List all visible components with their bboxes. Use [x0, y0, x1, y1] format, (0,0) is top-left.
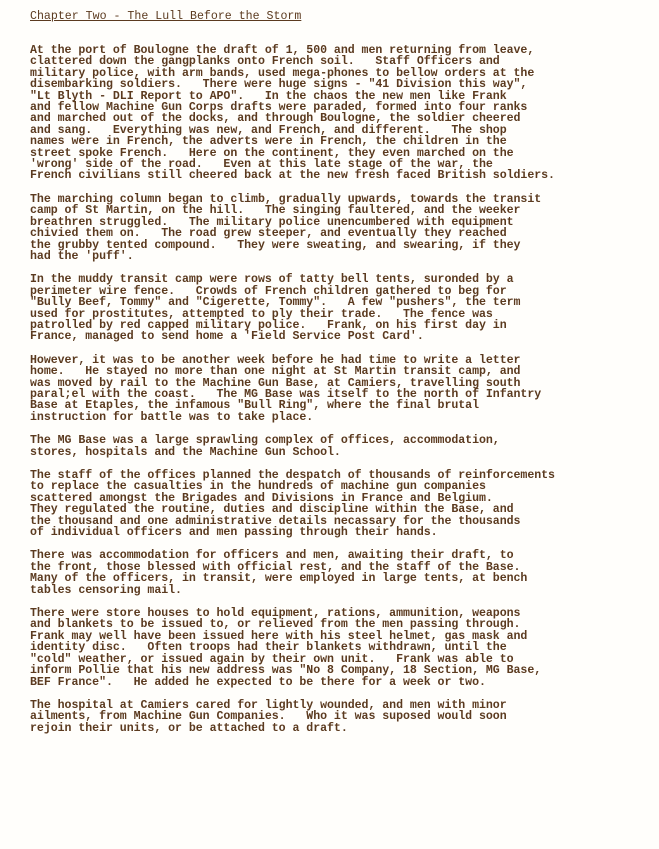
paragraph: [30, 274, 650, 342]
text-line: and sang. Everything was new, and French, and different. The shop: [30, 123, 507, 137]
paragraph: [30, 355, 650, 423]
paragraph: [30, 700, 650, 734]
text-line: "Lt Blyth - DLI Report to APO". In the chaos the new men like Frank: [30, 89, 507, 103]
text-line: and marched out of the docks, and through Boulogne, the soldier cheered: [30, 112, 521, 126]
text-line: In the muddy transit camp were rows of tatty bell tents, suronded by a: [30, 273, 514, 287]
text-line: perimeter wire fence. Crowds of French children gathered to beg for: [30, 284, 507, 298]
text-line: At the port of Boulogne the draft of 1, 500 and men returning from leave,: [30, 44, 535, 57]
text-line: Many of the officers, in transit, were employed in large tents, at bench: [30, 572, 528, 586]
text-line: disembarking soldiers. There were huge signs - "41 Division this way",: [30, 78, 528, 92]
text-line: The hospital at Camiers cared for lightly wounded, and men with minor: [30, 698, 507, 712]
text-line: The staff of the offices planned the despatch of thousands of reinforcements: [30, 469, 555, 482]
text-line: tables censoring mail.: [30, 583, 182, 597]
text-line: used for prostitutes, attempted to ply their trade. The fence was: [30, 307, 493, 321]
text-line: of individual officers and men passing through their hands.: [30, 526, 438, 540]
text-line: However, it was to be another week before he had time to write a letter: [30, 353, 521, 367]
text-line: to replace the casualties in the hundreds of machine gun companies: [30, 480, 486, 494]
text-line: patrolled by red capped military police. Frank, on his first day in: [30, 318, 507, 332]
text-line: instruction for battle was to take place.: [30, 410, 314, 424]
text-line: inform Pollie that his new address was "No 8 Company, 18 Section, MG Base,: [30, 664, 542, 678]
paragraph: [30, 470, 650, 538]
text-line: Frank may well have been issued here with his steel helmet, gas mask and: [30, 629, 528, 643]
text-line: had the 'puff'.: [30, 249, 134, 263]
text-line: military police, with arm bands, used mega-phones to bellow orders at the: [30, 66, 535, 80]
text-line: chivied them on. The road grew steeper, and eventually they reached: [30, 227, 507, 241]
text-line: The marching column began to climb, gradually upwards, towards the transit: [30, 192, 542, 206]
text-line: "cold" weather, or issued again by their own unit. Frank was able to: [30, 652, 514, 666]
text-line: paral;el with the coast. The MG Base was itself to the north of Infantry: [30, 387, 542, 401]
text-line: They regulated the routine, duties and discipline within the Base, and: [30, 503, 514, 517]
paragraph: [30, 608, 650, 688]
text-line: 'wrong' side of the road. Even at this late stage of the war, the: [30, 158, 493, 172]
text-line: clattered down the gangplanks onto French soil. Staff Officers and: [30, 55, 500, 69]
text-line: scattered amongst the Brigades and Divisions in France and Belgium.: [30, 491, 493, 505]
chapter-title: Chapter Two - The Lull Before the Storm: [30, 10, 302, 23]
text-line: There was accommodation for officers and men, awaiting their draft, to: [30, 549, 514, 563]
paragraph: [30, 45, 650, 182]
text-line: "Bully Beef, Tommy" and "Cigerette, Tommy". A few "pushers", the term: [30, 296, 521, 310]
text-line: The MG Base was a large sprawling complex of offices, accommodation,: [30, 434, 500, 448]
document-body: [30, 45, 650, 746]
text-line: France, managed to send home a 'Field Service Post Card'.: [30, 330, 424, 344]
text-line: was moved by rail to the Machine Gun Base, at Camiers, travelling south: [30, 376, 521, 390]
text-line: identity disc. Often troops had their blankets withdrawn, until the: [30, 641, 507, 655]
paragraph: [30, 550, 650, 596]
text-line: home. He stayed no more than one night at St Martin transit camp, and: [30, 365, 521, 379]
text-line: the thousand and one administrative details necassary for the thousands: [30, 514, 521, 528]
text-line: and fellow Machine Gun Corps drafts were paraded, formed into four ranks: [30, 101, 528, 115]
text-line: ailments, from Machine Gun Companies. Who it was suposed would soon: [30, 710, 507, 724]
text-line: street spoke French. Here on the continent, they even marched on the: [30, 146, 514, 160]
text-line: BEF France". He added he expected to be there for a week or two.: [30, 675, 486, 689]
text-line: stores, hospitals and the Machine Gun School.: [30, 445, 341, 459]
text-line: names were in French, the adverts were in French, the children in the: [30, 135, 507, 149]
text-line: and blankets to be issued to, or relieved from the men passing through.: [30, 618, 521, 632]
text-line: breathren struggled. The military police unencumbered with equipment: [30, 215, 514, 229]
text-line: the front, those blessed with official rest, and the staff of the Base.: [30, 560, 521, 574]
text-line: the grubby tented compound. They were sweating, and swearing, if they: [30, 238, 521, 252]
text-line: Base at Etaples, the infamous "Bull Ring", where the final brutal: [30, 399, 479, 413]
paragraph: [30, 194, 650, 262]
paragraph: [30, 435, 650, 458]
text-line: rejoin their units, or be attached to a draft.: [30, 721, 348, 735]
text-line: camp of St Martin, on the hill. The singing faultered, and the weeker: [30, 204, 521, 218]
text-line: French civilians still cheered back at the new fresh faced British soldiers.: [30, 169, 555, 183]
text-line: There were store houses to hold equipment, rations, ammunition, weapons: [30, 607, 521, 621]
